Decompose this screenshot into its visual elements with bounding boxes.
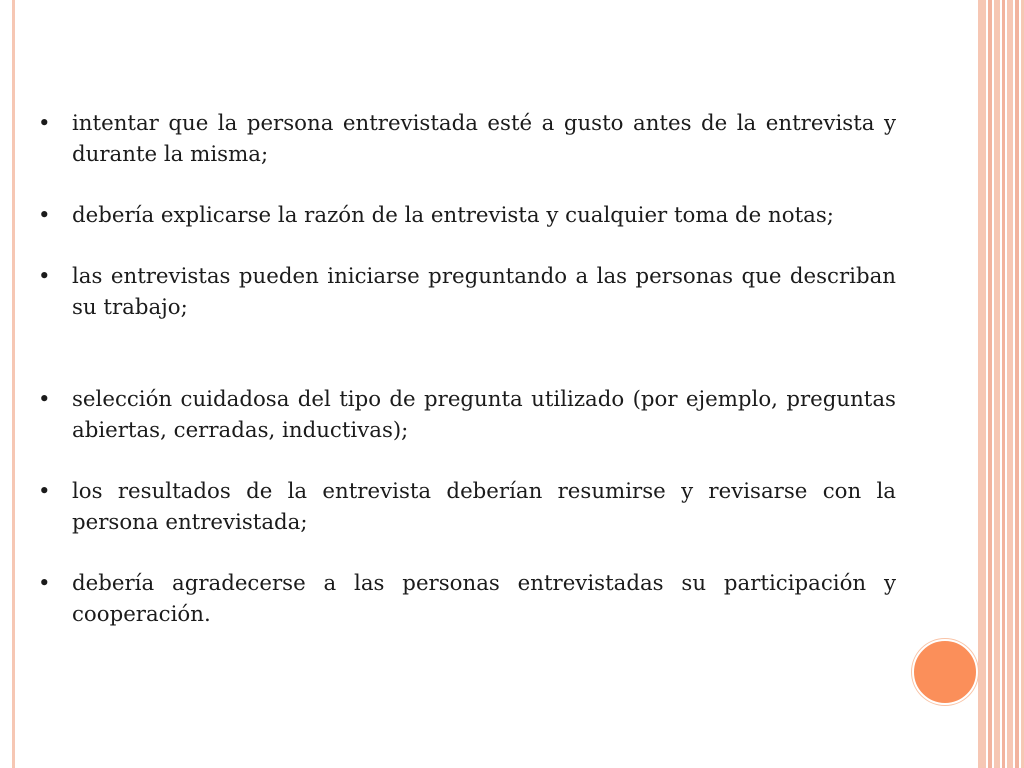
right-border-stripe (1007, 0, 1013, 768)
bullet-icon: • (38, 203, 51, 228)
bullet-list (38, 108, 896, 660)
bullet-icon: • (38, 264, 51, 289)
list-item-text: debería agradecerse a las personas entrevistadas su participación y cooperación. (72, 571, 896, 627)
list-item-text: intentar que la persona entrevistada esté a gusto antes de la entrevista y durante la misma; (72, 111, 896, 167)
bullet-icon: • (38, 387, 51, 412)
list-item-text: selección cuidadosa del tipo de pregunta utilizado (por ejemplo, preguntas abiertas, cerradas, inductivas); (72, 387, 896, 443)
list-item (38, 108, 896, 170)
right-border-stripe (978, 0, 986, 768)
list-item (38, 568, 896, 630)
list-item (38, 476, 896, 538)
accent-circle (912, 639, 978, 705)
list-item-text: debería explicarse la razón de la entrevista y cualquier toma de notas; (72, 203, 834, 228)
bullet-icon: • (38, 571, 51, 596)
list-item (38, 200, 896, 231)
right-border-stripe (1015, 0, 1019, 768)
bullet-icon: • (38, 479, 51, 504)
list-item-text: los resultados de la entrevista deberían resumirse y revisarse con la persona entrevistada; (72, 479, 896, 535)
right-border-stripe (994, 0, 1000, 768)
left-border-stripe (12, 0, 15, 768)
list-item (38, 384, 896, 446)
list-item-text: las entrevistas pueden iniciarse preguntando a las personas que describan su trabajo; (72, 264, 896, 320)
list-item (38, 261, 896, 323)
bullet-icon: • (38, 111, 51, 136)
right-border-stripe (988, 0, 992, 768)
right-border-stripe (1002, 0, 1005, 768)
